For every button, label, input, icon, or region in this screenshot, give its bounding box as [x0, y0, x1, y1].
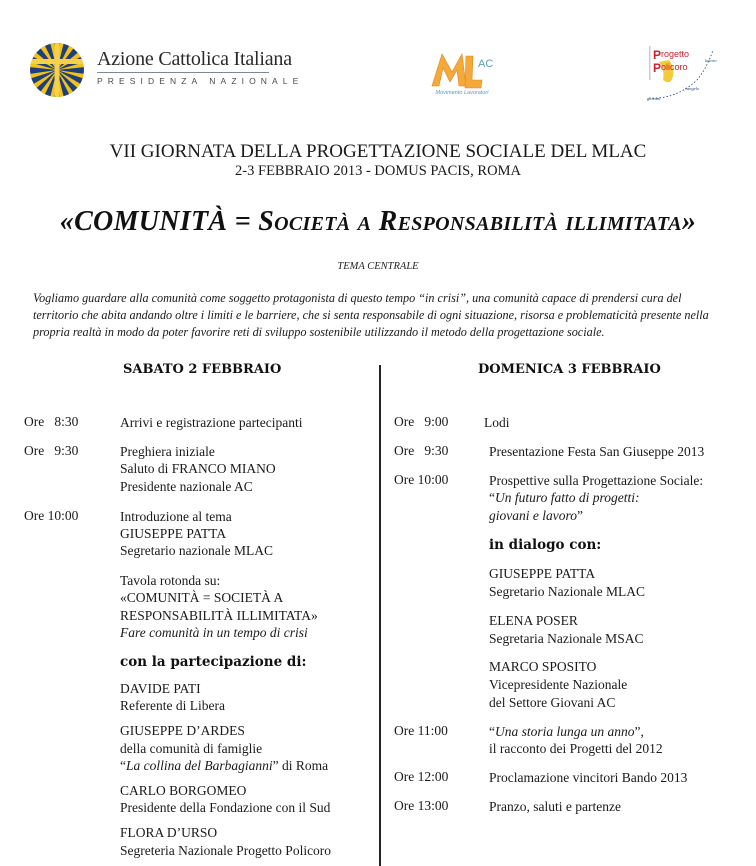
mlac-subtitle: Movimento Lavoratori	[435, 90, 489, 96]
community-name: La collina del Barbagianni	[126, 758, 273, 773]
schedule-time: Ore 8:30	[24, 414, 79, 429]
speaker-name: MARCO SPOSITO	[489, 659, 597, 674]
speaker-role: Segretario Nazionale MLAC	[489, 584, 645, 599]
intro-line: propria realtà in modo da poter favorire reti di sviluppo sostenibile utilizzando il metodo della progettazione sociale.	[33, 325, 605, 339]
svg-text:olicoro: olicoro	[661, 62, 688, 72]
quote-open: “	[489, 490, 495, 505]
schedule-line: Presentazione Festa San Giuseppe 2013	[489, 444, 705, 459]
schedule-quote-line	[489, 723, 644, 740]
talk-title: Un futuro fatto di progetti:	[495, 490, 640, 505]
progetto-policoro-logo-icon	[645, 40, 725, 106]
schedule-time: Ore 9:30	[394, 443, 449, 458]
talk-title: giovani e lavoro	[489, 508, 577, 523]
theme-label: TEMA CENTRALE	[337, 261, 419, 272]
schedule-line: Arrivi e registrazione partecipanti	[120, 415, 303, 430]
schedule-time: Ore 11:00	[394, 723, 448, 738]
quote-close: ”,	[634, 724, 644, 739]
svg-text:P: P	[653, 48, 662, 62]
schedule-time: Ore 9:30	[24, 443, 79, 458]
svg-text:P: P	[653, 61, 662, 75]
main-title	[0, 206, 756, 238]
schedule-quote-line	[489, 507, 583, 524]
speaker-role: Segretaria Nazionale MSAC	[489, 631, 644, 646]
participant-role: Presidente della Fondazione con il Sud	[120, 800, 331, 815]
schedule-line: Pranzo, saluti e partenze	[489, 799, 621, 814]
participant-role: Segreteria Nazionale Progetto Policoro	[120, 843, 332, 858]
round-table-subtitle: Fare comunità in un tempo di crisi	[120, 625, 308, 640]
speaker-name: GIUSEPPE PATTA	[489, 566, 596, 581]
quote-close: ”	[576, 508, 583, 523]
participants-heading: con la partecipazione di:	[120, 654, 307, 670]
schedule-line: Lodi	[484, 415, 510, 430]
round-table-line: RESPONSABILITÀ ILLIMITATA»	[120, 608, 318, 623]
quote-open: “	[489, 724, 495, 739]
schedule-time: Ore 10:00	[394, 472, 449, 487]
schedule-time: Ore 13:00	[394, 798, 449, 813]
saturday-heading: SABATO 2 FEBBRAIO	[123, 362, 282, 377]
azione-cattolica-wordmark	[97, 48, 303, 86]
schedule-time: Ore 9:00	[394, 414, 449, 429]
schedule-line: Preghiera iniziale	[120, 444, 215, 459]
svg-text:lavoro: lavoro	[705, 58, 717, 63]
main-title-part3: »	[681, 206, 697, 237]
participant-role: Referente di Libera	[120, 698, 225, 713]
main-title-part2: Società a Responsabilità illimitata	[258, 206, 682, 237]
intro-line: territorio che abita andando oltre i limiti e le barriere, che si senta responsabile di ogni situazione, risorsa e problematicità presente nella	[33, 308, 709, 322]
azione-cattolica-logo-icon	[29, 42, 85, 98]
schedule-line: Introduzione al tema	[120, 509, 232, 524]
participant-name: DAVIDE PATI	[120, 681, 201, 696]
dialogue-heading: in dialogo con:	[489, 537, 602, 553]
schedule-time: Ore 10:00	[24, 508, 79, 523]
schedule-line: il racconto dei Progetti del 2012	[489, 741, 663, 756]
mlac-letters-ac: AC	[478, 58, 494, 70]
schedule-line: Prospettive sulla Progettazione Sociale:	[489, 473, 704, 488]
participant-name: GIUSEPPE D’ARDES	[120, 723, 245, 738]
event-title: VII GIORNATA DELLA PROGETTAZIONE SOCIALE DEL MLAC	[109, 141, 647, 162]
intro-paragraph	[33, 290, 733, 341]
quote-open: “	[120, 758, 126, 773]
column-divider	[379, 365, 381, 866]
wordmark-divider	[97, 72, 269, 73]
svg-text:giovani: giovani	[647, 96, 661, 101]
participant-name: FLORA D’URSO	[120, 825, 218, 840]
speaker-role: Vicepresidente Nazionale	[489, 677, 628, 692]
schedule-line: Saluto di FRANCO MIANO	[120, 461, 276, 476]
participant-community	[120, 757, 328, 774]
svg-text:vangelo: vangelo	[685, 86, 700, 91]
schedule-line: Proclamazione vincitori Bando 2013	[489, 770, 688, 785]
round-table-line: Tavola rotonda su:	[120, 573, 221, 588]
participant-name: CARLO BORGOMEO	[120, 783, 247, 798]
schedule-line: Segretario nazionale MLAC	[120, 543, 273, 558]
talk-title: Una storia lunga un anno	[495, 724, 635, 739]
schedule-line: GIUSEPPE PATTA	[120, 526, 227, 541]
speaker-role: del Settore Giovani AC	[489, 695, 616, 710]
intro-line: Vogliamo guardare alla comunità come soggetto protagonista di questo tempo “in crisi”, una comunità capace di prendersi cura del	[33, 291, 682, 305]
event-date: 2-3 FEBBRAIO 2013 - DOMUS PACIS, ROMA	[235, 163, 521, 179]
schedule-time: Ore 12:00	[394, 769, 449, 784]
round-table-line: «COMUNITÀ = SOCIETÀ A	[120, 590, 284, 605]
svg-text:rogetto: rogetto	[661, 49, 690, 59]
main-title-part1: «COMUNITÀ =	[59, 206, 259, 237]
organization-subtitle: PRESIDENZA NAZIONALE	[97, 76, 304, 86]
schedule-line: Presidente nazionale AC	[120, 479, 253, 494]
organization-name: Azione Cattolica Italiana	[97, 48, 292, 70]
schedule-quote-line	[489, 489, 640, 506]
sunday-heading: DOMENICA 3 FEBBRAIO	[478, 362, 661, 377]
speaker-name: ELENA POSER	[489, 613, 578, 628]
participant-role: della comunità di famiglie	[120, 741, 263, 756]
quote-close: ” di Roma	[272, 758, 329, 773]
